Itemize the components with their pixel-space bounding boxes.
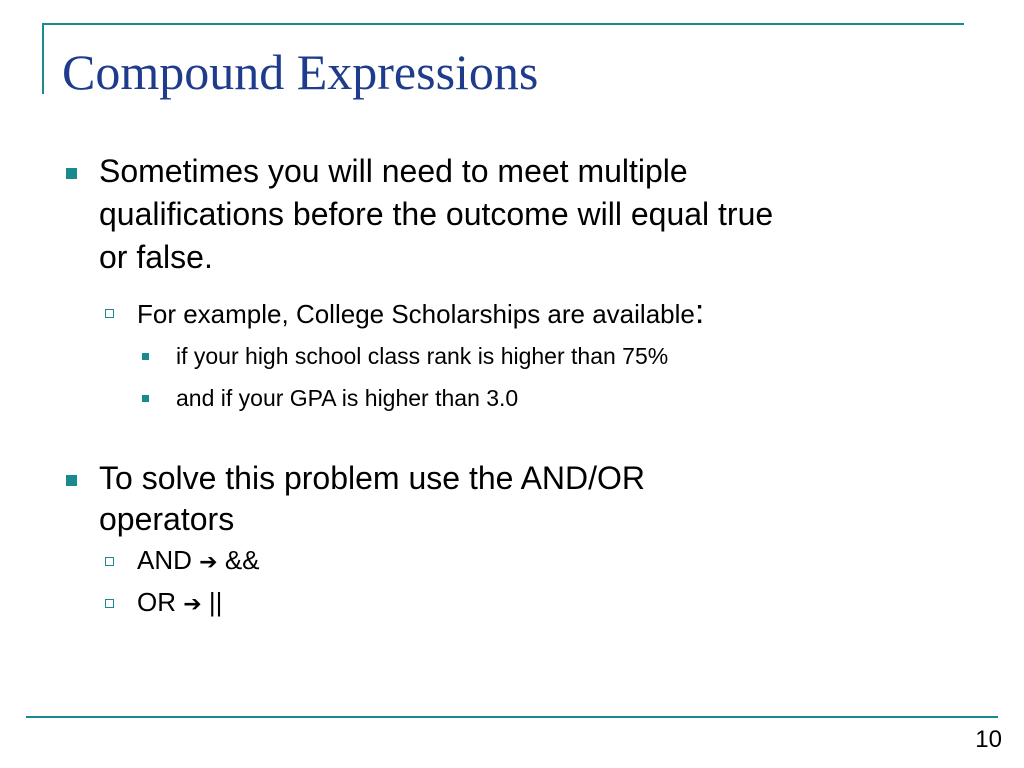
hollow-square-bullet-icon [105, 599, 114, 608]
bullet-square-icon [66, 475, 77, 486]
and-label: AND [137, 545, 192, 575]
sub-bullet-example [137, 295, 704, 331]
footer-rule [26, 716, 998, 718]
sub-bullet-example-colon: : [694, 293, 705, 331]
frame-top-rule [42, 23, 964, 25]
hollow-square-bullet-icon [105, 557, 114, 566]
frame-left-rule [42, 23, 44, 94]
small-square-bullet-icon [142, 353, 149, 360]
and-operator-row [137, 543, 260, 580]
bullet-1-line-2: qualifications before the outcome will equal true [99, 196, 774, 232]
or-operator-row [137, 585, 222, 622]
condition-gpa: and if your GPA is higher than 3.0 [176, 385, 519, 411]
hollow-square-bullet-icon [105, 309, 114, 318]
small-square-bullet-icon [142, 395, 149, 402]
right-arrow-icon: ➔ [199, 550, 218, 575]
or-label: OR [137, 587, 176, 617]
bullet-2-line-1: To solve this problem use the AND/OR [99, 460, 646, 496]
right-arrow-icon: ➔ [183, 592, 202, 617]
bullet-1-line-3: or false. [99, 239, 213, 275]
or-symbol: || [208, 587, 223, 617]
bullet-square-icon [66, 168, 77, 179]
bullet-2-line-2: operators [99, 501, 235, 537]
page-number: 10 [975, 726, 1002, 753]
bullet-1-line-1: Sometimes you will need to meet multiple [99, 153, 688, 189]
condition-class-rank: if your high school class rank is higher than 75% [176, 343, 669, 369]
slide-title: Compound Expressions [62, 44, 539, 100]
sub-bullet-example-text: For example, College Scholarships are available [137, 299, 695, 329]
and-symbol: && [224, 545, 260, 575]
